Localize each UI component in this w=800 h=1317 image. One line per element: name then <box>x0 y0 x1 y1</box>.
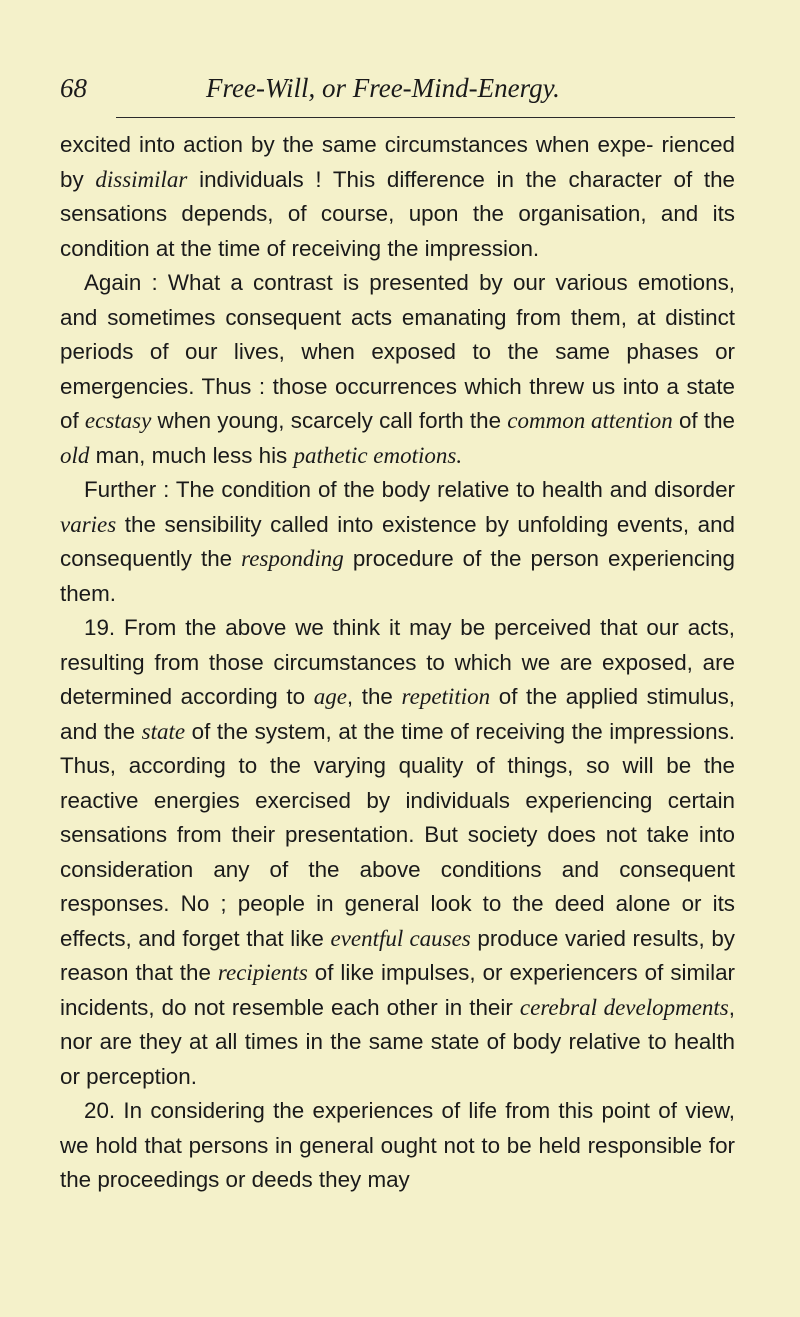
italic-span: age <box>313 684 347 709</box>
paragraph-3 <box>60 473 735 611</box>
page-header <box>60 70 620 110</box>
text-span: 20. In considering the experiences of life from this point of view, we hold that persons in general ought not to be held responsible for the proceedings or deeds they may <box>60 1098 735 1192</box>
text-span: produce varied results, by reason that the <box>60 925 735 985</box>
body-text <box>60 128 735 1198</box>
italic-span: responding <box>241 546 344 571</box>
paragraph-2 <box>60 266 735 473</box>
text-span: of the system, at the time of receiving the impressions. Thus, according to the varying quality of things, so will be the reactive energies exercised by individuals experiencing certain sensations from their presentation. But society does not take into consideration any of the above conditions and consequent responses. No ; people in general look to the deed alone or its effects, and forget that like <box>60 718 735 951</box>
text-span: Further : The condition of the body relative to health and disorder <box>84 477 735 502</box>
italic-span: cerebral developments <box>519 994 729 1020</box>
italic-span: repetition <box>401 684 491 709</box>
italic-span: old <box>60 442 90 468</box>
paragraph-1 <box>60 128 735 266</box>
text-span: man, much less his <box>89 442 294 468</box>
text-span: of the applied stimulus, and the <box>60 684 735 744</box>
text-span: procedure of the person experiencing them. <box>60 546 735 606</box>
text-span: , the <box>346 684 402 709</box>
paragraph-19 <box>60 611 735 1094</box>
italic-span: varies <box>60 511 117 537</box>
italic-span: dissimilar <box>95 166 188 192</box>
text-span: individuals ! This difference in the character of the sensations depends, of course, upon the organisation, and its condition at the time of receiving the impression. <box>60 166 735 261</box>
header-rule <box>116 117 735 118</box>
text-span: the sensibility called into existence by unfolding events, and consequently the <box>60 511 735 571</box>
italic-span: eventful causes <box>330 925 471 951</box>
italic-span: state <box>141 718 186 744</box>
text-span: of like impulses, or experiencers of similar incidents, do not resemble each other in their <box>60 960 735 1020</box>
text-span: Again : What a contrast is presented by our various emotions, and sometimes consequent acts emanating from them, at distinct periods of our lives, when exposed to the same phases or emergencies. Thus : those occurrences which threw us into a state of <box>60 270 735 433</box>
italic-span: pathetic emotions. <box>293 442 463 468</box>
text-span: 19. From the above we think it may be perceived that our acts, resulting from those circumstances to which we are exposed, are determined according to <box>60 615 735 709</box>
italic-span: recipients <box>217 960 308 985</box>
paragraph-20 <box>60 1094 735 1198</box>
text-span: of the <box>672 408 735 433</box>
italic-span: ecstasy <box>84 408 152 433</box>
text-span: excited into action by the same circumstances when expe- rienced by <box>60 132 735 192</box>
running-head: Free-Will, or Free-Mind-Energy. <box>206 73 560 103</box>
page-number: 68 <box>60 73 87 103</box>
text-span: , nor are they at all times in the same state of body relative to health or perception. <box>60 994 735 1089</box>
italic-span: common attention <box>507 408 673 433</box>
text-span: when young, scarcely call forth the <box>151 408 508 433</box>
